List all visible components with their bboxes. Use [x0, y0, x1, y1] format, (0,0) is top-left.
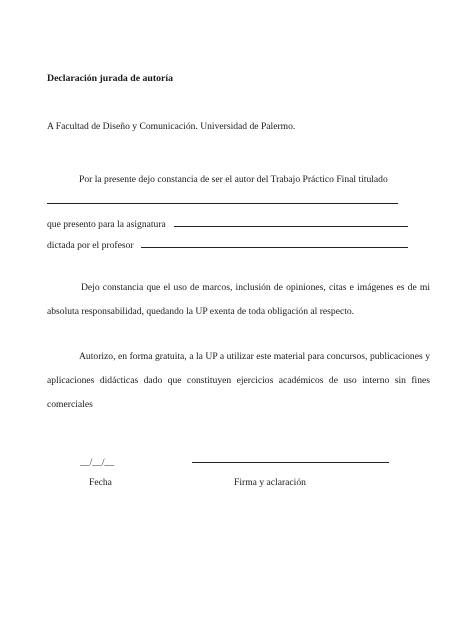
title-blank-line	[47, 203, 398, 204]
signature-blank-line	[192, 462, 389, 463]
addressee-line: A Facultad de Diseño y Comunicación. Universidad de Palermo.	[47, 121, 296, 132]
responsibility-paragraph: Dejo constancia que el uso de marcos, inclusión de opiniones, citas e imágenes es de mi absoluta responsabilidad, quedando la UP exenta de toda obligación al respecto.	[47, 282, 430, 317]
subject-label: que presento para la asignatura	[47, 219, 166, 230]
document-title: Declaración jurada de autoría	[47, 73, 173, 84]
professor-label: dictada por el profesor	[47, 240, 134, 251]
subject-blank-line	[174, 226, 408, 227]
signature-label: Firma y aclaración	[234, 477, 306, 488]
date-label: Fecha	[89, 477, 112, 488]
professor-blank-line	[141, 247, 408, 248]
date-blank: __/__/__	[80, 457, 115, 468]
intro-text: Por la presente dejo constancia de ser el autor del Trabajo Práctico Final titulado	[79, 174, 388, 185]
authorization-paragraph: Autorizo, en forma gratuita, a la UP a utilizar este material para concursos, publicaciones y aplicaciones didácticas dado que constituyen ejercicios académicos de uso interno sin fines comerciales	[47, 351, 430, 410]
